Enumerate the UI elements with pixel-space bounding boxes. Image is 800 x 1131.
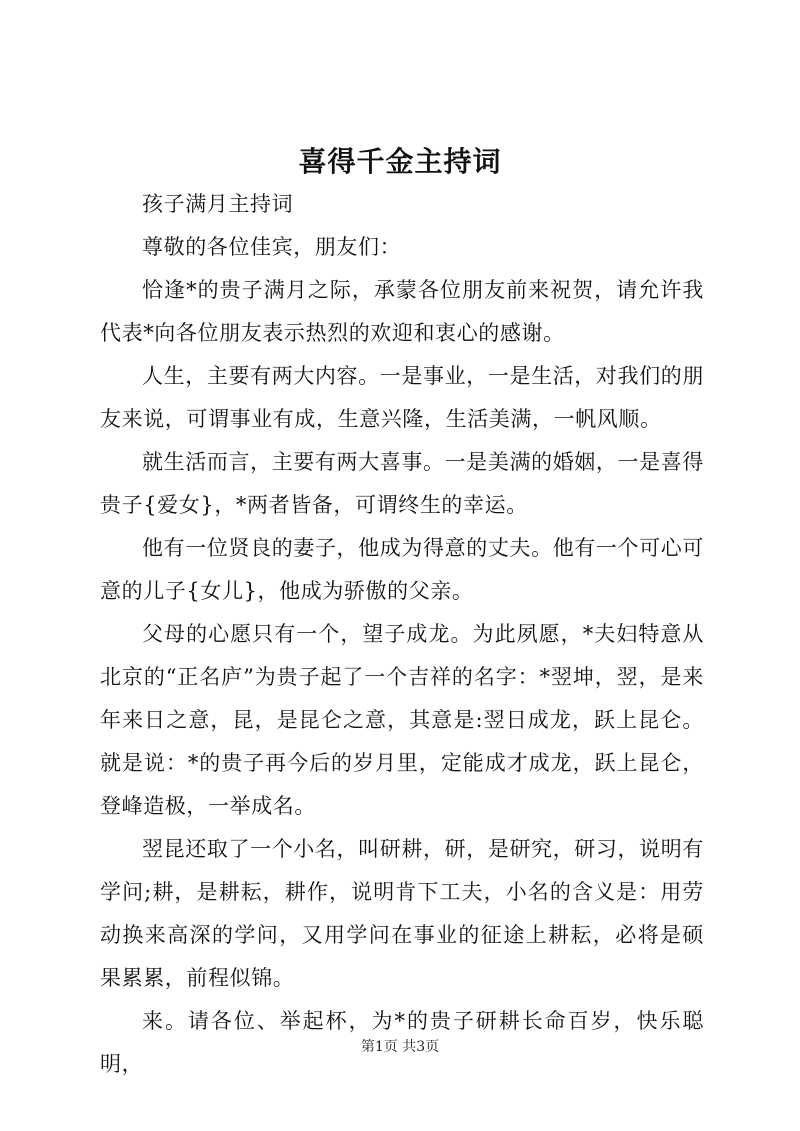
document-title: 喜得千金主持词 [298, 145, 502, 178]
paragraph-life: 人生，主要有两大内容。一是事业，一是生活，对我们的朋友来说，可谓事业有成，生意兴隆，生活美满，一帆风顺。 [100, 364, 704, 431]
paragraph-family: 他有一位贤良的妻子，他成为得意的丈夫。他有一个可心可意的儿子{女儿}，他成为骄傲的父亲。 [100, 536, 704, 603]
paragraph-joy: 就生活而言，主要有两大喜事。一是美满的婚姻，一是喜得贵子{爱女}，*两者皆备，可谓终生的幸运。 [100, 450, 704, 517]
paragraph-name: 父母的心愿只有一个，望子成龙。为此夙愿，*夫妇特意从北京的“正名庐”为贵子起了一个吉祥的名字：*翌坤，翌，是来年来日之意，昆，是昆仑之意，其意是:翌日成龙，跃上昆仑。就是说：*的贵子再今后的岁月里，定能成才成龙，跃上昆仑，登峰造极，一举成名。 [100, 622, 704, 818]
paragraph-welcome: 恰逢*的贵子满月之际，承蒙各位朋友前来祝贺，请允许我代表*向各位朋友表示热烈的欢迎和衷心的感谢。 [100, 278, 704, 345]
document-body [100, 183, 704, 1086]
paragraph-subtitle: 孩子满月主持词 [142, 192, 294, 216]
page-number: 第1页 共3页 [360, 1039, 440, 1055]
paragraph-nickname: 翌昆还取了一个小名，叫研耕，研，是研究，研习，说明有学问;耕，是耕耘，耕作，说明肯下工夫，小名的含义是：用劳动换来高深的学问，又用学问在事业的征途上耕耘，必将是硕果累累，前程似锦。 [100, 837, 704, 990]
paragraph-toast: 来。请各位、举起杯，为*的贵子研耕长命百岁，快乐聪明， [100, 1009, 704, 1076]
paragraph-greeting: 尊敬的各位佳宾，朋友们： [142, 235, 402, 259]
